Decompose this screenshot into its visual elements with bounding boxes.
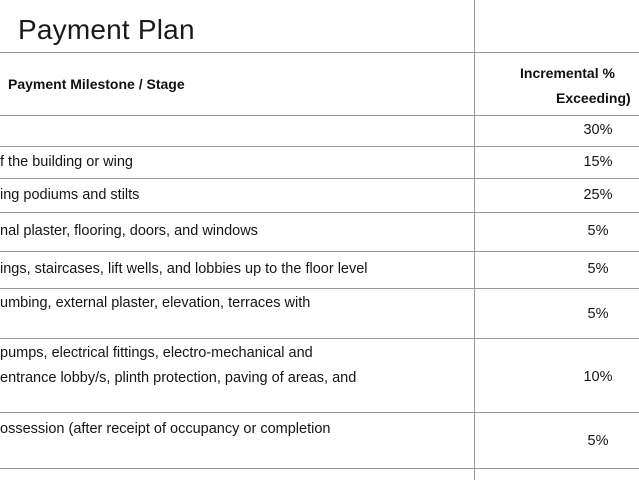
percent-cell: 10%: [583, 369, 613, 385]
row-divider: [0, 468, 639, 469]
milestone-cell: ings, staircases, lift wells, and lobbies up to the floor level: [0, 261, 368, 277]
percent-cell: 15%: [583, 154, 613, 170]
percent-cell: 25%: [583, 187, 613, 203]
row-divider: [0, 338, 639, 339]
milestone-cell: pumps, electrical fittings, electro-mechanical and: [0, 345, 313, 361]
percent-cell: 5%: [587, 223, 609, 239]
percent-cell: 5%: [587, 261, 609, 277]
milestone-cell: f the building or wing: [0, 154, 133, 170]
milestone-cell: umbing, external plaster, elevation, terraces with: [0, 295, 311, 311]
percent-cell: 5%: [587, 306, 609, 322]
row-divider: [0, 146, 639, 147]
milestone-cell: nal plaster, flooring, doors, and windows: [0, 223, 258, 239]
percent-cell: 30%: [583, 122, 613, 138]
milestone-cell: ing podiums and stilts: [0, 187, 140, 203]
milestone-cell: ossession (after receipt of occupancy or completion: [0, 421, 331, 437]
row-divider: [0, 212, 639, 213]
header-incremental: Incremental %: [520, 65, 615, 81]
row-divider: [0, 115, 639, 116]
row-divider: [0, 52, 639, 53]
row-divider: [0, 288, 639, 289]
page-title: Payment Plan: [18, 14, 195, 45]
percent-cell: 5%: [587, 433, 609, 449]
column-divider: [474, 0, 475, 480]
row-divider: [0, 178, 639, 179]
header-exceeding: Exceeding): [556, 90, 631, 106]
row-divider: [0, 412, 639, 413]
header-milestone: Payment Milestone / Stage: [8, 76, 185, 92]
row-divider: [0, 251, 639, 252]
milestone-cell: entrance lobby/s, plinth protection, paving of areas, and: [0, 370, 357, 386]
